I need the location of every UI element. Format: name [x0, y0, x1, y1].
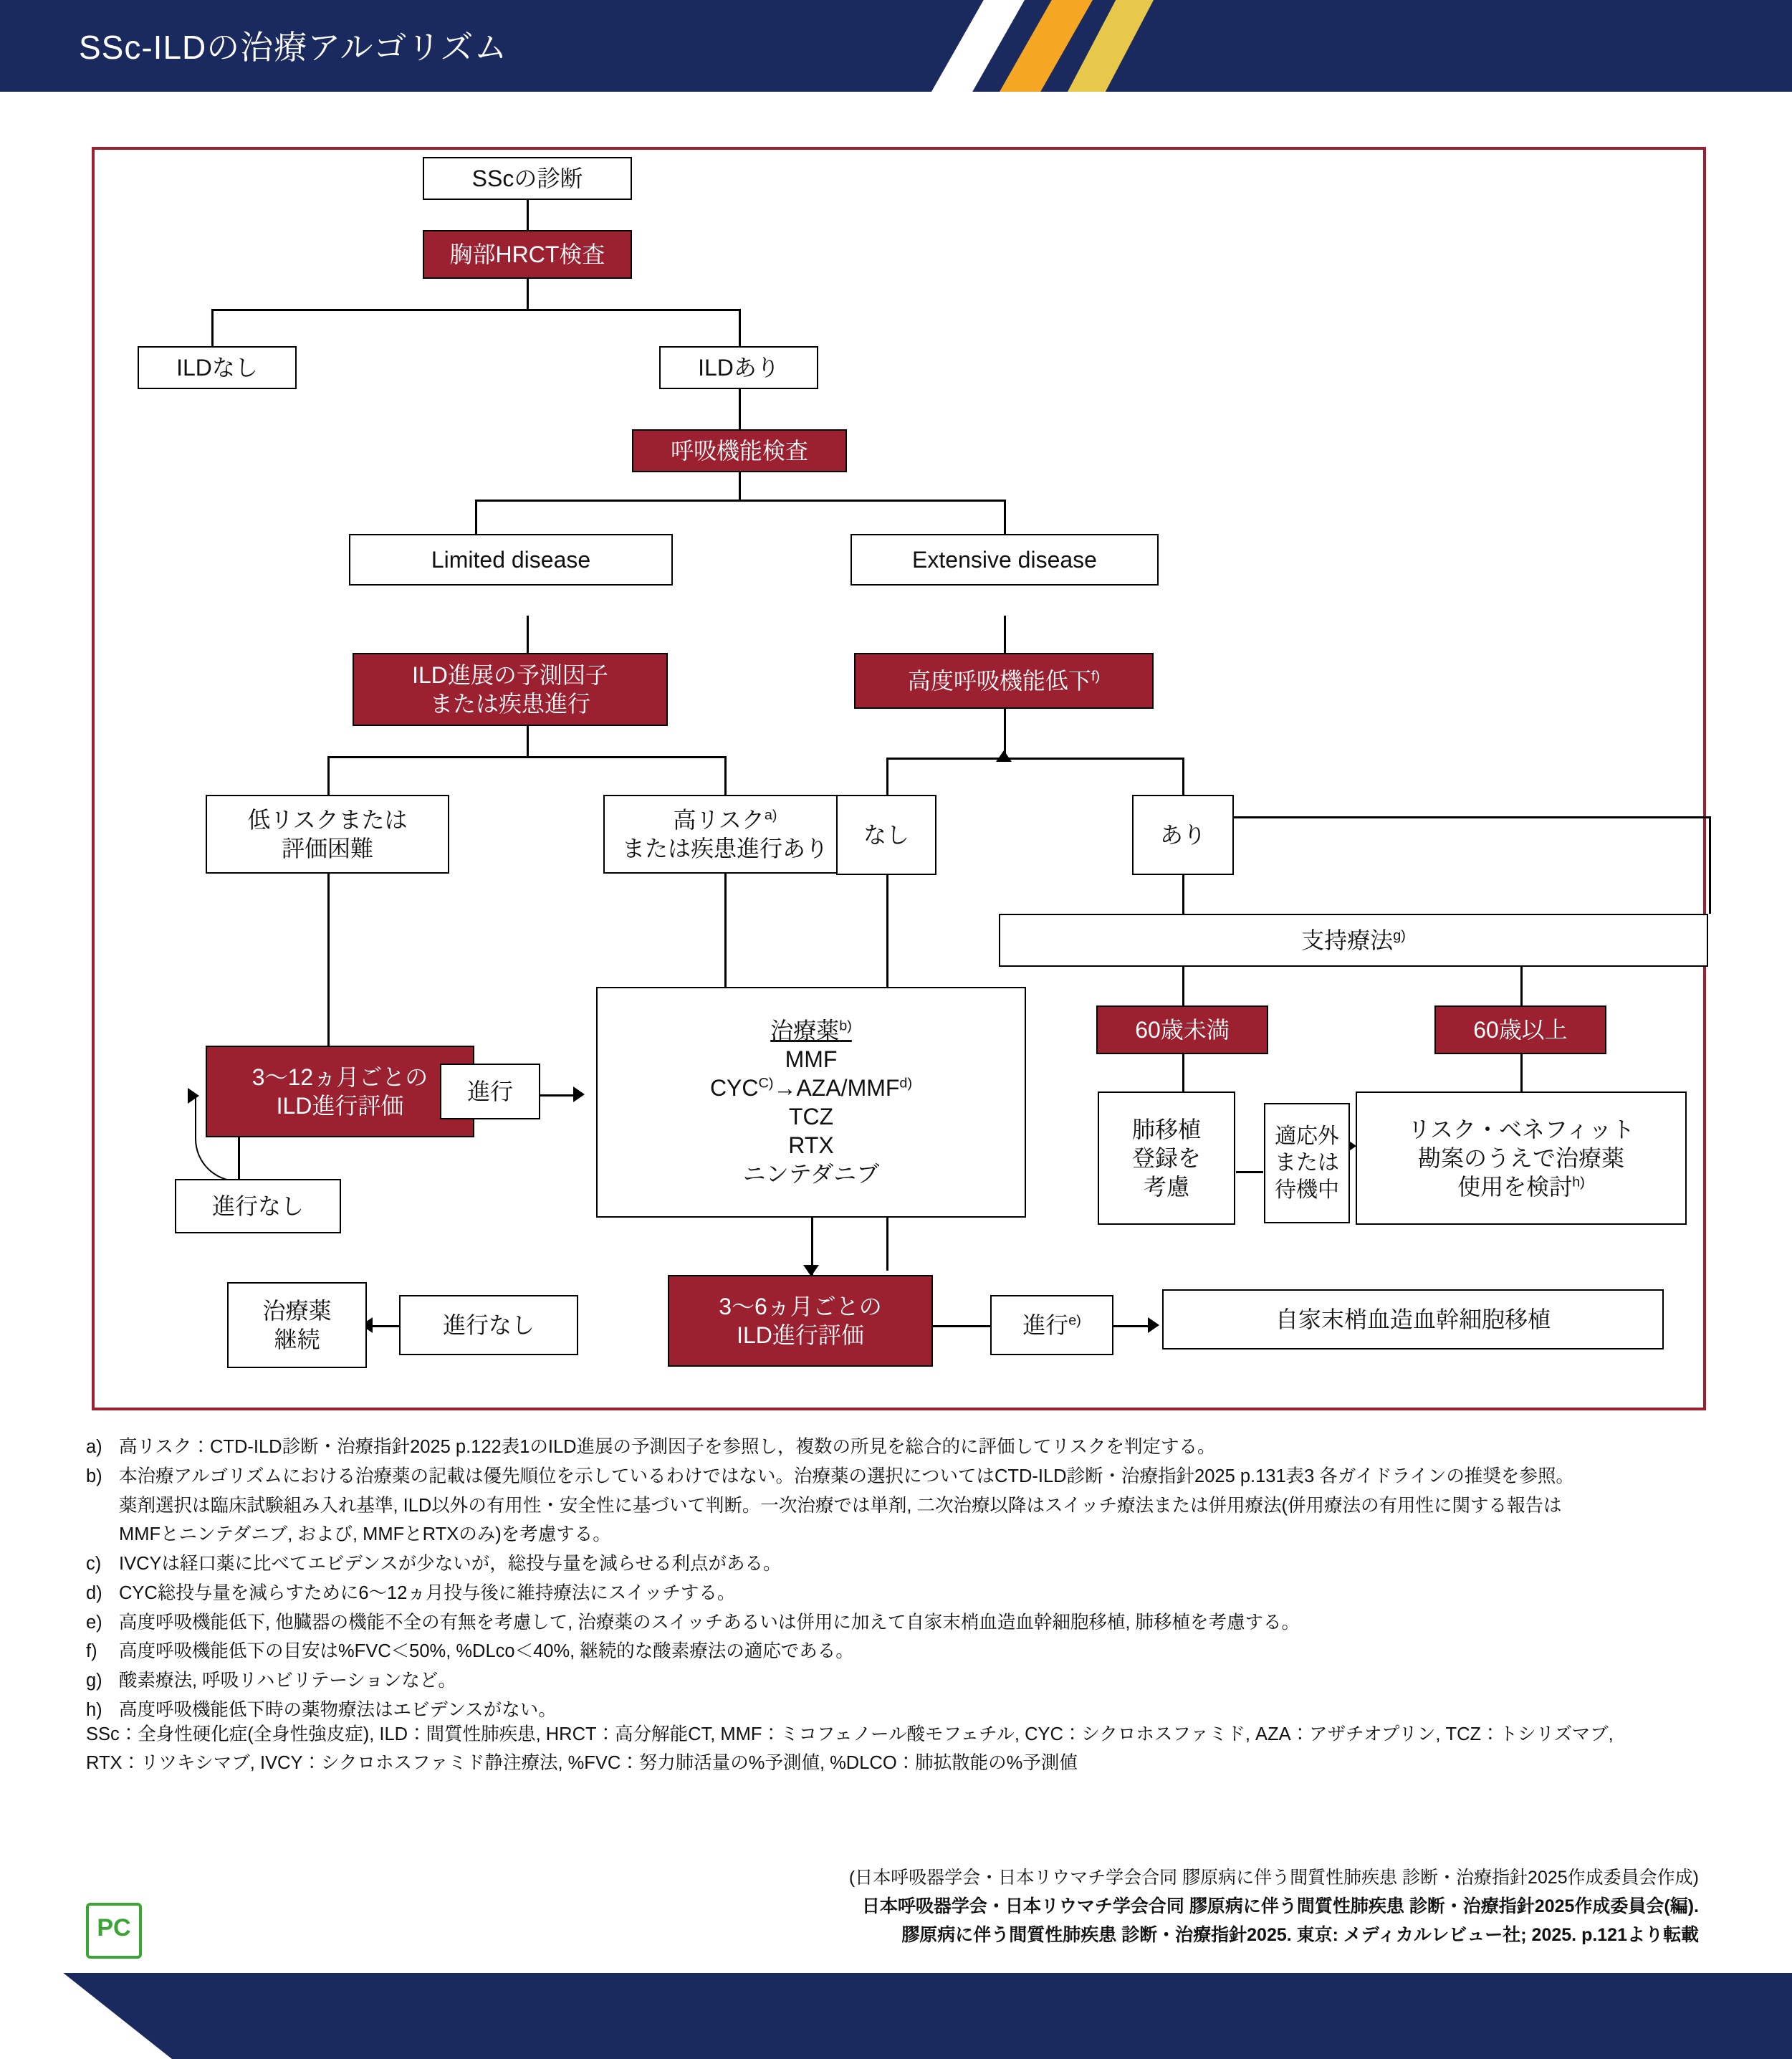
- node-progress[interactable]: 進行: [440, 1064, 540, 1119]
- node-no-progress[interactable]: 進行なし: [175, 1179, 341, 1233]
- footnote-item: f) 高度呼吸機能低下の目安は%FVC＜50%, %DLco＜40%, 継続的な酸素療法の適応である。: [86, 1641, 854, 1662]
- abbreviation-line: SSc：全身性硬化症(全身性強皮症), ILD：間質性肺疾患, HRCT：高分解能CT, MMF：ミコフェノール酸モフェチル, CYC：シクロホスファミド, AZA：アザチオプリン, TCZ：トシリズマブ,: [86, 1724, 1614, 1744]
- node-ild-progression-predictor[interactable]: ILD進展の予測因子 または疾患進行: [353, 653, 668, 726]
- node-over-60[interactable]: 60歳以上: [1434, 1005, 1606, 1054]
- node-yes[interactable]: あり: [1132, 795, 1234, 875]
- node-pft[interactable]: 呼吸機能検査: [632, 429, 847, 472]
- source-credit: [481, 1863, 1699, 1949]
- diagram-frame: [92, 147, 1706, 1410]
- credit-line: 日本呼吸器学会・日本リウマチ学会合同 膠原病に伴う間質性肺疾患 診断・治療指針2025作成委員会(編).: [861, 1896, 1699, 1916]
- page-title: SSc-ILDの治療アルゴリズム: [79, 29, 508, 66]
- connector: [527, 616, 529, 653]
- node-ssc-diagnosis[interactable]: SScの診断: [423, 157, 632, 200]
- connector: [1004, 500, 1006, 534]
- node-extensive-disease[interactable]: Extensive disease: [851, 534, 1159, 586]
- node-progress-e[interactable]: 進行$^{e)}$: [990, 1295, 1113, 1355]
- connector: [1520, 1054, 1523, 1091]
- connector: [1234, 816, 1710, 818]
- credit-line: (日本呼吸器学会・日本リウマチ学会合同 膠原病に伴う間質性肺疾患 診断・治療指針2025作成委員会作成): [848, 1868, 1699, 1888]
- footnotes: [86, 1433, 1727, 1726]
- connector: [211, 309, 740, 311]
- abbreviation-list: [86, 1720, 1727, 1778]
- node-risk-benefit[interactable]: リスク・ベネフィット 勘案のうえで治療薬 使用を検討$^{h)}$: [1356, 1091, 1687, 1225]
- node-none[interactable]: なし: [836, 795, 936, 875]
- footnote-item: d) CYC総投与量を減らすために6〜12ヵ月投与後に維持療法にスイッチする。: [86, 1582, 736, 1603]
- connector: [527, 726, 529, 758]
- connector: [327, 756, 726, 758]
- node-eval-3-12-months[interactable]: 3〜12ヵ月ごとの ILD進行評価: [206, 1046, 474, 1137]
- connector: [1709, 816, 1711, 914]
- node-eval-3-6-months[interactable]: 3〜6ヵ月ごとの ILD進行評価: [668, 1275, 933, 1367]
- node-off-label-or-waiting[interactable]: 適応外 または 待機中: [1264, 1103, 1350, 1223]
- node-under-60[interactable]: 60歳未満: [1096, 1005, 1268, 1054]
- credit-line: 膠原病に伴う間質性肺疾患 診断・治療指針2025. 東京: メディカルレビュー社; 2025. p.121より転載: [901, 1925, 1699, 1945]
- connector: [739, 309, 741, 346]
- connector: [539, 1094, 576, 1097]
- connector: [739, 472, 741, 501]
- footnote-item: 薬剤選択は臨床試験組み入れ基準, ILD以外の有用性・安全性に基づいて判断。一次治療では単剤, 二次治療以降はスイッチ療法または併用療法(併用療法の有用性に関する報告は: [119, 1495, 1562, 1516]
- connector: [931, 1325, 993, 1327]
- node-lung-transplant-registration[interactable]: 肺移植 登録を 考慮: [1098, 1091, 1235, 1225]
- abbreviation-line: RTX：リツキシマブ, IVCY：シクロホスファミド静注療法, %FVC：努力肺活量の%予測値, %DLCO：肺拡散能の%予測値: [86, 1753, 1078, 1774]
- node-ild-none[interactable]: ILDなし: [138, 346, 297, 389]
- node-support-care[interactable]: 支持療法$^{g)}$: [999, 914, 1708, 967]
- node-hrct[interactable]: 胸部HRCT検査: [423, 230, 632, 279]
- arrow-right-icon: [188, 1088, 199, 1104]
- arrow-up-icon: [996, 750, 1012, 762]
- connector: [527, 279, 529, 309]
- arrow-right-icon: [1148, 1317, 1159, 1333]
- connector: [1182, 1054, 1184, 1091]
- connector: [527, 200, 529, 230]
- connector: [1004, 616, 1006, 653]
- footnote-item: b) 本治療アルゴリズムにおける治療薬の記載は優先順位を示しているわけではない。治療薬の選択についてはCTD-ILD診断・治療指針2025 p.131表3 各ガイドラインの推奨を参照。: [86, 1466, 1574, 1486]
- node-limited-disease[interactable]: Limited disease: [349, 534, 673, 586]
- connector: [1182, 758, 1184, 795]
- footnote-item: h) 高度呼吸機能低下時の薬物療法はエビデンスがない。: [86, 1699, 557, 1720]
- connector: [886, 758, 888, 795]
- page-header: [0, 0, 1792, 92]
- logo-text: PC: [97, 1914, 131, 1941]
- arrow-right-icon: [573, 1086, 585, 1102]
- footnote-item: a) 高リスク：CTD-ILD診断・治療指針2025 p.122表1のILD進展の予測因子を参照し，複数の所見を総合的に評価してリスクを判定する。: [86, 1437, 1216, 1457]
- connector: [327, 874, 330, 1046]
- footnote-item: MMFとニンテダニブ, および, MMFとRTXのみ)を考慮する。: [119, 1524, 611, 1545]
- node-severe-lung-decline[interactable]: 高度呼吸機能低下$^{f)}$: [854, 653, 1154, 709]
- node-high-risk[interactable]: 高リスク$^{a)}$ または疾患進行あり: [603, 795, 847, 874]
- footnote-item: e) 高度呼吸機能低下, 他臓器の機能不全の有無を考慮して, 治療薬のスイッチあるいは併用に加えて自家末梢血造血幹細胞移植, 肺移植を考慮する。: [86, 1612, 1300, 1633]
- connector: [475, 500, 477, 534]
- node-auto-hsct[interactable]: 自家末梢血造血幹細胞移植: [1162, 1289, 1664, 1349]
- connector: [1182, 967, 1184, 1005]
- connector: [211, 309, 214, 346]
- node-continue-drug[interactable]: 治療薬 継続: [227, 1282, 367, 1368]
- connector: [739, 389, 741, 429]
- node-no-progress-2[interactable]: 進行なし: [399, 1295, 578, 1355]
- publisher-logo: [86, 1903, 142, 1959]
- connector: [475, 500, 1005, 502]
- connector: [327, 756, 330, 795]
- footnote-item: g) 酸素療法, 呼吸リハビリテーションなど。: [86, 1671, 456, 1691]
- footnote-item: c) IVCYは経口薬に比べてエビデンスが少ないが，総投与量を減らせる利点がある。: [86, 1554, 782, 1574]
- node-low-risk[interactable]: 低リスクまたは 評価困難: [206, 795, 449, 874]
- node-ild-present[interactable]: ILDあり: [659, 346, 818, 389]
- connector: [724, 756, 727, 795]
- connector: [724, 874, 727, 987]
- page-footer: [0, 1973, 1792, 2059]
- connector: [1112, 1325, 1151, 1327]
- connector: [886, 758, 1184, 760]
- connector: [1236, 1171, 1263, 1173]
- node-treatment-drugs[interactable]: 治療薬$^{b)}$ MMF $CYC^{C)}\to AZA/MMF^{d)}$ TCZ RTX ニンテダニブ: [596, 987, 1026, 1218]
- connector: [1520, 967, 1523, 1005]
